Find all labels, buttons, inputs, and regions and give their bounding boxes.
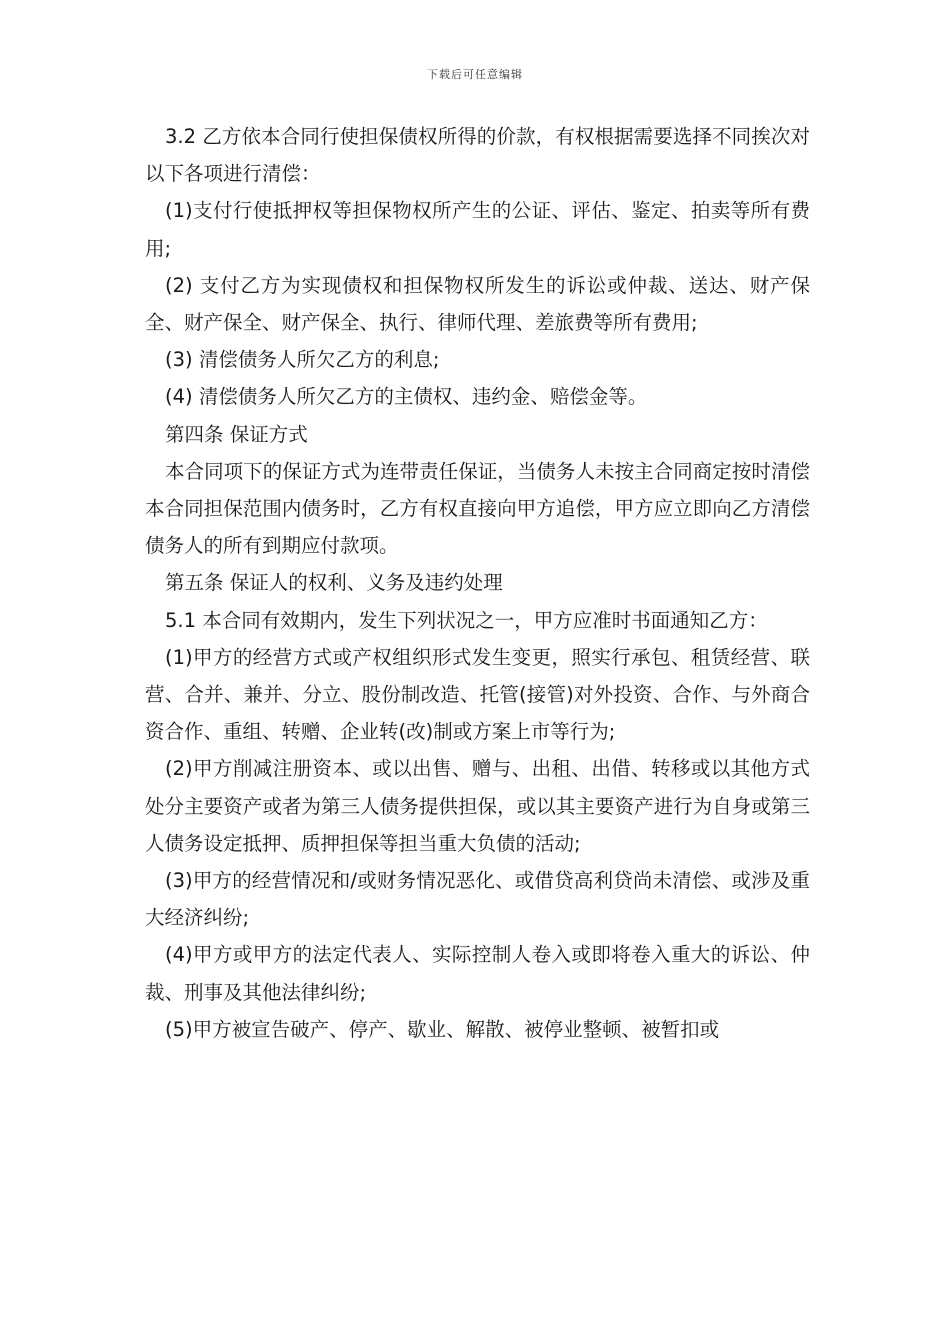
article-5-heading: 第五条 保证人的权利、义务及违约处理 — [165, 571, 503, 595]
clause-3-2-item-1: (1)支付行使抵押权等担保物权所产生的公证、评估、鉴定、拍卖等所有费用; — [145, 199, 810, 260]
article-4-body: 本合同项下的保证方式为连带责任保证，当债务人未按主合同商定按时清偿本合同担保范围内债务时，乙方有权直接向甲方追偿，甲方应立即向乙方清偿债务人的所有到期应付款项。 — [145, 459, 810, 558]
clause-5-1-item-4: (4)甲方或甲方的法定代表人、实际控制人卷入或即将卷入重大的诉讼、仲裁、刑事及其他法律纠纷; — [145, 943, 810, 1004]
clause-5-1-item-3: (3)甲方的经营情况和/或财务情况恶化、或借贷高利贷尚未清偿、或涉及重大经济纠纷; — [145, 869, 810, 930]
clause-3-2: 3.2 乙方依本合同行使担保债权所得的价款，有权根据需要选择不同挨次对以下各项进行清偿： — [145, 125, 810, 186]
clause-3-2-item-2: (2) 支付乙方为实现债权和担保物权所发生的诉讼或仲裁、送达、财产保全、财产保全、财产保全、执行、律师代理、差旅费等所有费用; — [145, 273, 810, 335]
article-4-heading: 第四条 保证方式 — [165, 422, 308, 446]
clause-5-1-item-2: (2)甲方削减注册资本、或以出售、赠与、出租、出借、转移或以其他方式处分主要资产或者为第三人债务提供担保，或以其主要资产进行为自身或第三人债务设定抵押、质押担保等担当重大负债的活动; — [145, 757, 810, 855]
clause-3-2-item-4: (4) 清偿债务人所欠乙方的主债权、违约金、赔偿金等。 — [165, 385, 648, 409]
clause-5-1-item-5: (5)甲方被宣告破产、停产、歇业、解散、被停业整顿、被暂扣或 — [165, 1017, 720, 1041]
clause-5-1: 5.1 本合同有效期内，发生下列状况之一，甲方应准时书面通知乙方： — [165, 608, 768, 632]
contract-body — [145, 118, 810, 1048]
page-header-note: 下载后可任意编辑 — [427, 68, 523, 81]
clause-5-1-item-1: (1)甲方的经营方式或产权组织形式发生变更，照实行承包、租赁经营、联营、合并、兼并、分立、股份制改造、托管(接管)对外投资、合作、与外商合资合作、重组、转赠、企业转(改)制或方案上市等行为; — [145, 645, 810, 744]
clause-3-2-item-3: (3) 清偿债务人所欠乙方的利息; — [165, 348, 440, 372]
